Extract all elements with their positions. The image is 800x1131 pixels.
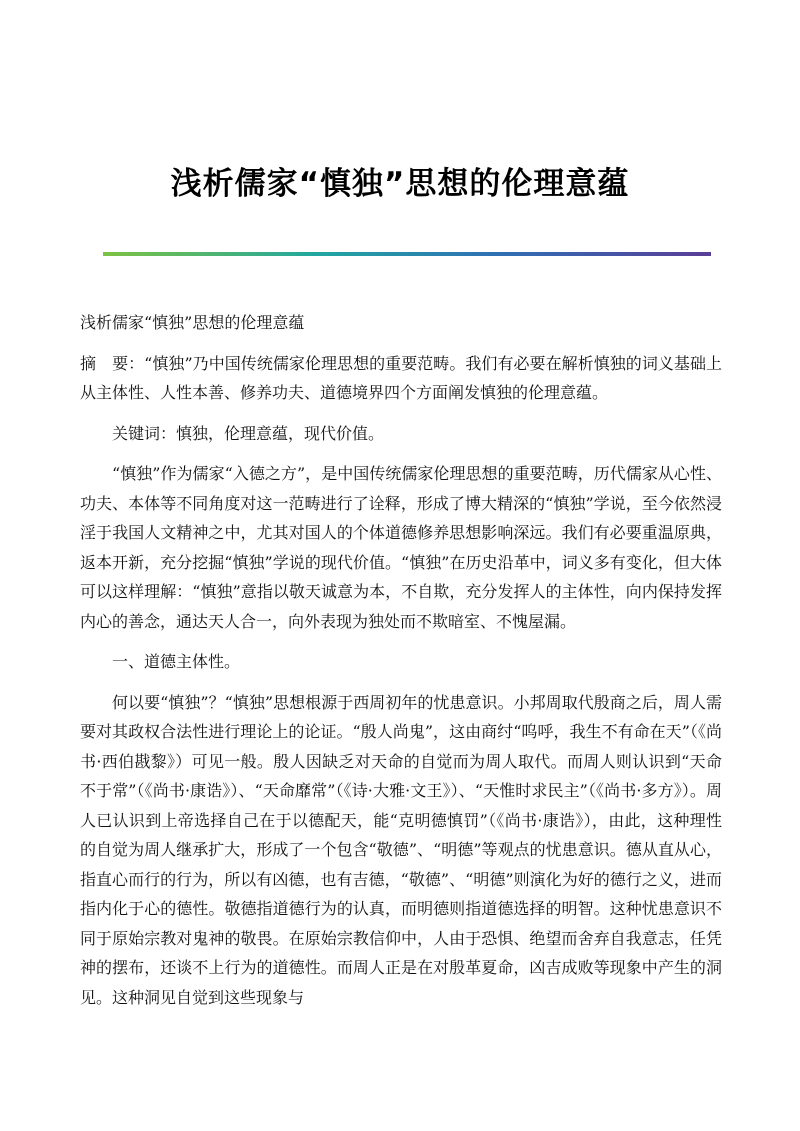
document-subtitle: 浅析儒家“慎独”思想的伦理意蕴 (80, 313, 305, 332)
abstract-paragraph: 摘 要：“慎独”乃中国传统儒家伦理思想的重要范畴。我们有必要在解析慎独的词义基础上从主体性、人性本善、修养功夫、道德境界四个方面阐发慎独的伦理意蕴。 (80, 353, 722, 402)
title-divider (103, 252, 711, 256)
document-body (80, 308, 722, 1023)
section-heading-1: 一、道德主体性。 (112, 652, 241, 671)
keywords-line: 关键词：慎独，伦理意蕴，现代价值。 (112, 423, 385, 443)
body-paragraph-1: “慎独”作为儒家“入德之方”，是中国传统儒家伦理思想的重要范畴，历代儒家从心性、功夫、本体等不同角度对这一范畴进行了诠释，形成了博大精深的“慎独”学说，至今依然浸淫于我国人文精神之中，尤其对国人的个体道德修养思想影响深远。我们有必要重温原典，返本开新，充分挖掘“慎独”学说的现代价值。“慎独”在历史沿革中，词义多有变化，但大体可以这样理解：“慎独”意指以敬天诚意为本，不自欺，充分发挥人的主体性，向内保持发挥内心的善念，通达天人合一，向外表现为独处而不欺暗室、不愧屋漏。 (80, 464, 722, 631)
body-paragraph-2: 何以要“慎独”？“慎独”思想根源于西周初年的忧患意识。小邦周取代殷商之后，周人需要对其政权合法性进行理论上的论证。“殷人尚鬼”，这由商纣“呜呼，我生不有命在天”（《尚书·西伯戡黎》）可见一般。殷人因缺乏对天命的自觉而为周人取代。而周人则认识到“天命不于常”（《尚书·康诰》）、“天命靡常”（《诗·大雅·文王》）、“天惟时求民主”（《尚书·多方》）。周人已认识到上帝选择自己在于以德配天，能“克明德慎罚”（《尚书·康诰》），由此，这种理性的自觉为周人继承扩大，形成了一个包含“敬德”、“明德”等观点的忧患意识。德从直从心，指直心而行的行为，所以有凶德，也有吉德，“敬德”、“明德”则演化为好的德行之义，进而指内化于心的德性。敬德指道德行为的认真，而明德则指道德选择的明智。这种忧患意识不同于原始宗教对鬼神的敬畏。在原始宗教信仰中，人由于恐惧、绝望而舍弃自我意志，任凭神的摆布，还谈不上行为的道德性。而周人正是在对殷革夏命，凶吉成败等现象中产生的洞见。这种洞见自觉到这些现象与 (80, 692, 722, 1007)
document-title: 浅析儒家“慎独”思想的伦理意蕴 (170, 166, 630, 202)
